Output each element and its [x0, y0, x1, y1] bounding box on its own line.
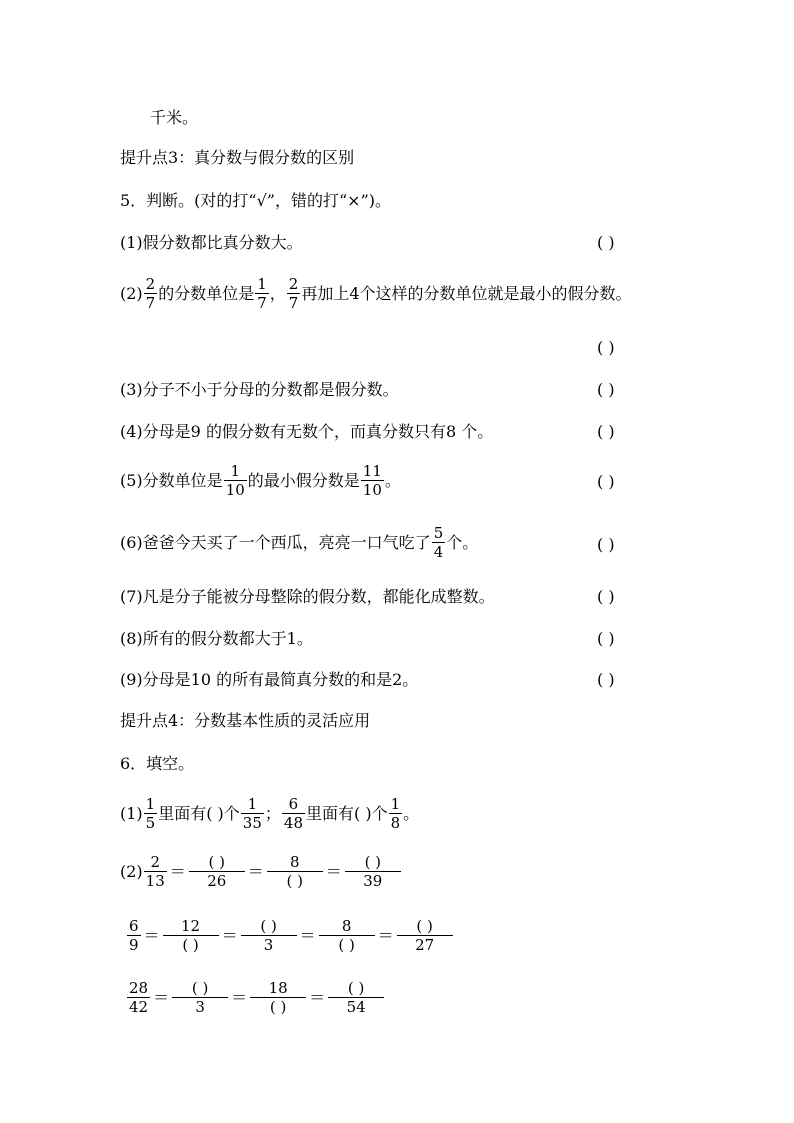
- equals-sign: ＝: [169, 861, 186, 881]
- item-text: 分子不小于分母的分数都是假分数。: [142, 380, 399, 399]
- denominator: 10: [225, 481, 245, 499]
- fraction: [287, 275, 301, 312]
- item-number: (7): [120, 587, 143, 606]
- q6-item-2-row-3: [126, 979, 385, 1016]
- denominator: 35: [242, 814, 262, 832]
- numerator: ( ): [328, 979, 384, 998]
- denominator: 39: [363, 872, 383, 890]
- numerator: 6: [282, 795, 305, 814]
- equals-sign: ＝: [143, 925, 160, 945]
- numerator: 1: [145, 795, 156, 813]
- denominator: 7: [145, 294, 156, 312]
- item-text: ；: [264, 803, 281, 823]
- fraction: [144, 795, 158, 832]
- numerator: 1: [241, 795, 264, 814]
- q5-item-3: [120, 380, 399, 400]
- q6-item-2-row-2: [126, 917, 454, 954]
- item-text: 再加上4个这样的分数单位就是最小的假分数。: [301, 283, 632, 303]
- numerator: 8: [267, 853, 323, 872]
- denominator: 3: [263, 936, 274, 954]
- denominator: 9: [129, 936, 139, 954]
- fraction: [241, 795, 264, 832]
- item-number: (4): [120, 422, 143, 441]
- numerator: 6: [129, 917, 139, 935]
- item-number: (2): [120, 861, 143, 881]
- fraction: [127, 917, 141, 954]
- q6-item-2-row-1: [120, 853, 402, 890]
- denominator: 26: [207, 872, 227, 890]
- item-number: (9): [120, 670, 143, 689]
- item-number: (3): [120, 380, 143, 399]
- equals-sign: ＝: [247, 861, 264, 881]
- item-text: 里面有( )个: [158, 803, 240, 823]
- fraction-blank[interactable]: [241, 917, 297, 954]
- answer-bracket-3[interactable]: ( ): [597, 380, 615, 399]
- fraction-blank[interactable]: [250, 979, 306, 1016]
- denominator: 3: [195, 998, 205, 1016]
- numerator: ( ): [345, 853, 401, 872]
- denominator: ( ): [269, 998, 287, 1016]
- continued-text: 千米。: [150, 108, 199, 127]
- numerator: 28: [129, 979, 149, 997]
- numerator: 2: [145, 275, 156, 293]
- denominator: 27: [415, 936, 435, 954]
- q6-item-1: [120, 795, 419, 832]
- item-number: (8): [120, 629, 143, 648]
- q5-item-4: [120, 422, 493, 442]
- denominator: 42: [129, 998, 149, 1016]
- denominator: 13: [145, 872, 165, 890]
- numerator: 18: [250, 979, 306, 998]
- fraction-blank[interactable]: [163, 917, 219, 954]
- q5-item-8: [120, 629, 313, 649]
- denominator: 7: [257, 294, 267, 312]
- section-3-title: 提升点3：真分数与假分数的区别: [120, 148, 355, 167]
- fraction: [389, 795, 403, 832]
- item-text: 分母是10 的所有最简真分数的和是2。: [142, 670, 419, 689]
- equals-sign: ＝: [153, 987, 170, 1007]
- equals-sign: ＝: [377, 925, 394, 945]
- section-4-title: 提升点4：分数基本性质的灵活应用: [120, 711, 371, 730]
- answer-bracket-8[interactable]: ( ): [597, 629, 615, 648]
- fraction: [432, 524, 446, 561]
- q5-item-2: [120, 275, 632, 312]
- answer-bracket-2[interactable]: ( ): [597, 338, 615, 357]
- answer-bracket-4[interactable]: ( ): [597, 422, 615, 441]
- fraction: [255, 275, 269, 312]
- answer-bracket-1[interactable]: ( ): [597, 233, 615, 252]
- item-text: 所有的假分数都大于1。: [142, 629, 313, 648]
- denominator: 10: [362, 481, 382, 499]
- numerator: 1: [224, 462, 247, 481]
- equals-sign: ＝: [231, 987, 248, 1007]
- denominator: ( ): [338, 936, 355, 954]
- fraction-blank[interactable]: [328, 979, 384, 1016]
- numerator: 1: [390, 795, 401, 813]
- item-number: (2): [120, 283, 143, 303]
- fraction-blank[interactable]: [345, 853, 401, 890]
- q5-item-7: [120, 587, 495, 607]
- item-text: 。: [403, 803, 420, 823]
- answer-bracket-7[interactable]: ( ): [597, 587, 615, 606]
- numerator: ( ): [241, 917, 297, 936]
- fraction: [144, 275, 158, 312]
- item-text: 分数单位是: [142, 470, 223, 490]
- numerator: ( ): [189, 853, 245, 872]
- numerator: 5: [433, 524, 444, 542]
- q5-item-1: [120, 233, 303, 253]
- item-text: 里面有( )个: [306, 803, 388, 823]
- fraction-blank[interactable]: [267, 853, 323, 890]
- denominator: 4: [433, 543, 444, 561]
- numerator: ( ): [172, 979, 228, 998]
- denominator: 5: [145, 814, 156, 832]
- fraction-blank[interactable]: [397, 917, 453, 954]
- q6-heading: 6．填空。: [120, 754, 195, 773]
- answer-bracket-5[interactable]: ( ): [597, 472, 615, 491]
- denominator: 7: [288, 294, 299, 312]
- item-text: 。: [384, 470, 401, 490]
- numerator: 2: [144, 853, 167, 872]
- fraction-blank[interactable]: [319, 917, 375, 954]
- item-number: (1): [120, 233, 143, 252]
- equals-sign: ＝: [309, 987, 326, 1007]
- item-number: (1): [120, 803, 143, 823]
- fraction: [144, 853, 167, 890]
- q5-heading: 5．判断。(对的打“√”，错的打“×”)。: [120, 191, 391, 210]
- numerator: 12: [163, 917, 219, 936]
- numerator: 1: [257, 275, 267, 293]
- fraction: [282, 795, 305, 832]
- numerator: 11: [362, 462, 382, 480]
- answer-bracket-9[interactable]: ( ): [597, 670, 615, 689]
- q5-item-6: [120, 524, 478, 561]
- denominator: ( ): [182, 936, 199, 954]
- equals-sign: ＝: [325, 861, 342, 881]
- item-text: 假分数都比真分数大。: [142, 233, 303, 252]
- item-text: 个。: [446, 532, 479, 552]
- item-text: 的最小假分数是: [247, 470, 360, 490]
- item-text: 凡是分子能被分母整除的假分数，都能化成整数。: [142, 587, 495, 606]
- item-text: 的分数单位是: [158, 283, 255, 303]
- fraction: [361, 462, 384, 499]
- equals-sign: ＝: [221, 925, 238, 945]
- numerator: 2: [288, 275, 299, 293]
- answer-bracket-6[interactable]: ( ): [597, 535, 615, 554]
- item-number: (5): [120, 470, 143, 490]
- fraction: [127, 979, 150, 1016]
- item-text: 爸爸今天买了一个西瓜，亮亮一口气吃了: [142, 532, 431, 552]
- denominator: 48: [283, 814, 303, 832]
- item-text: ，: [269, 283, 286, 303]
- equals-sign: ＝: [299, 925, 316, 945]
- q5-item-5: [120, 462, 401, 499]
- numerator: ( ): [397, 917, 453, 936]
- fraction: [224, 462, 247, 499]
- item-text: 分母是9 的假分数有无数个，而真分数只有8 个。: [142, 422, 494, 441]
- fraction-blank[interactable]: [172, 979, 228, 1016]
- denominator: 8: [390, 814, 401, 832]
- fraction-blank[interactable]: [189, 853, 245, 890]
- denominator: 54: [346, 998, 366, 1016]
- item-number: (6): [120, 532, 143, 552]
- q5-item-9: [120, 670, 418, 690]
- numerator: 8: [319, 917, 375, 936]
- denominator: ( ): [286, 872, 304, 890]
